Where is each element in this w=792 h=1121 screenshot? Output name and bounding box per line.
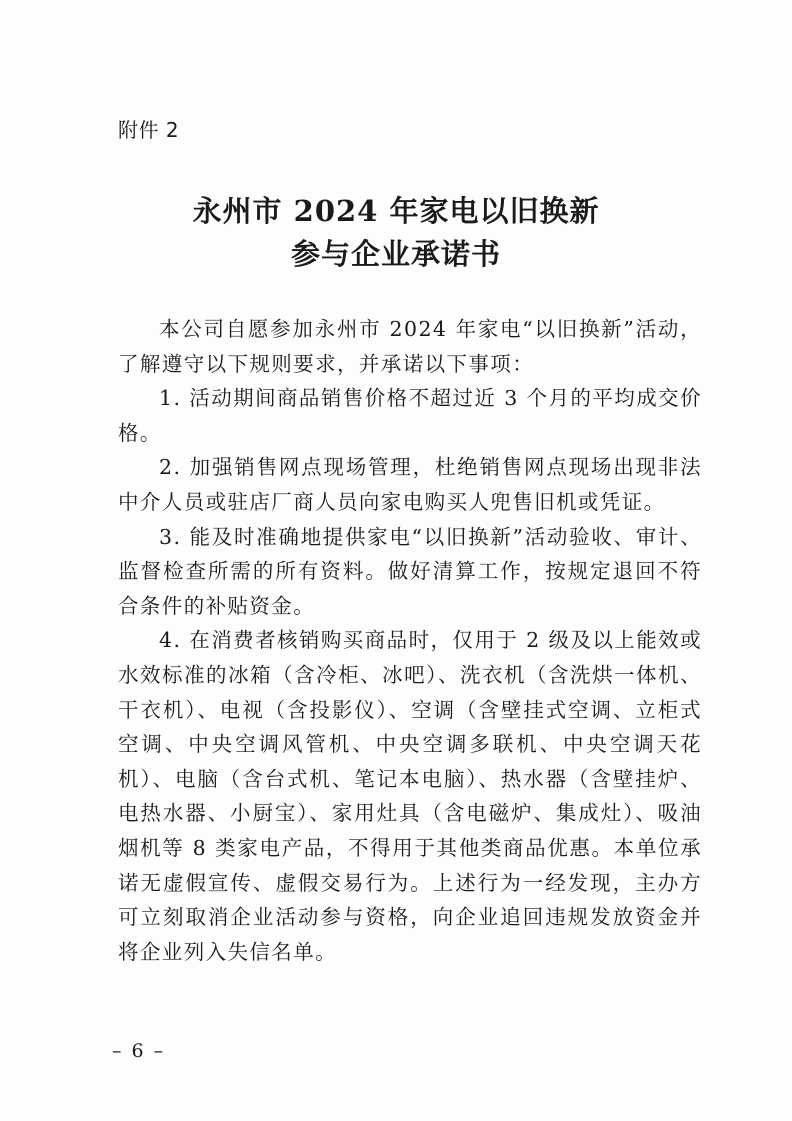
document-title-line-2: 参与企业承诺书 [290, 237, 501, 271]
document-title-line-1: 永州市 2024 年家电以旧换新 [192, 194, 600, 228]
document-body [118, 312, 702, 969]
intro-paragraph: 本公司自愿参加永州市 2024 年家电“以旧换新”活动，了解遵守以下规则要求，并承诺以下事项： [118, 317, 702, 376]
attachment-label: 附件 2 [118, 118, 180, 142]
page-number: – 6 – [112, 1040, 166, 1062]
commitment-item-1: 1. 活动期间商品销售价格不超过近 3 个月的平均成交价格。 [118, 386, 702, 445]
commitment-item-2: 2. 加强销售网点现场管理，杜绝销售网点现场出现非法中介人员或驻店厂商人员向家电购买人兜售旧机或凭证。 [118, 455, 702, 514]
commitment-item-3: 3. 能及时准确地提供家电“以旧换新”活动验收、审计、监督检查所需的所有资料。做好清算工作，按规定退回不符合条件的补贴资金。 [118, 524, 702, 618]
commitment-item-4: 4. 在消费者核销购买商品时，仅用于 2 级及以上能效或水效标准的冰箱（含冷柜、冰吧）、洗衣机（含洗烘一体机、干衣机）、电视（含投影仪）、空调（含壁挂式空调、立柜式空调、中央空调风管机、中央空调多联机、中央空调天花机）、电脑（含台式机、笔记本电脑）、热水器（含壁挂炉、电热水器、小厨宝）、家用灶具（含电磁炉、集成灶）、吸油烟机等 8 类家电产品，不得用于其他类商品优惠。本单位承诺无虚假宣传、虚假交易行为。上述行为一经发现，主办方可立刻取消企业活动参与资格，向企业追回违规发放资金并将企业列入失信名单。 [118, 628, 702, 964]
